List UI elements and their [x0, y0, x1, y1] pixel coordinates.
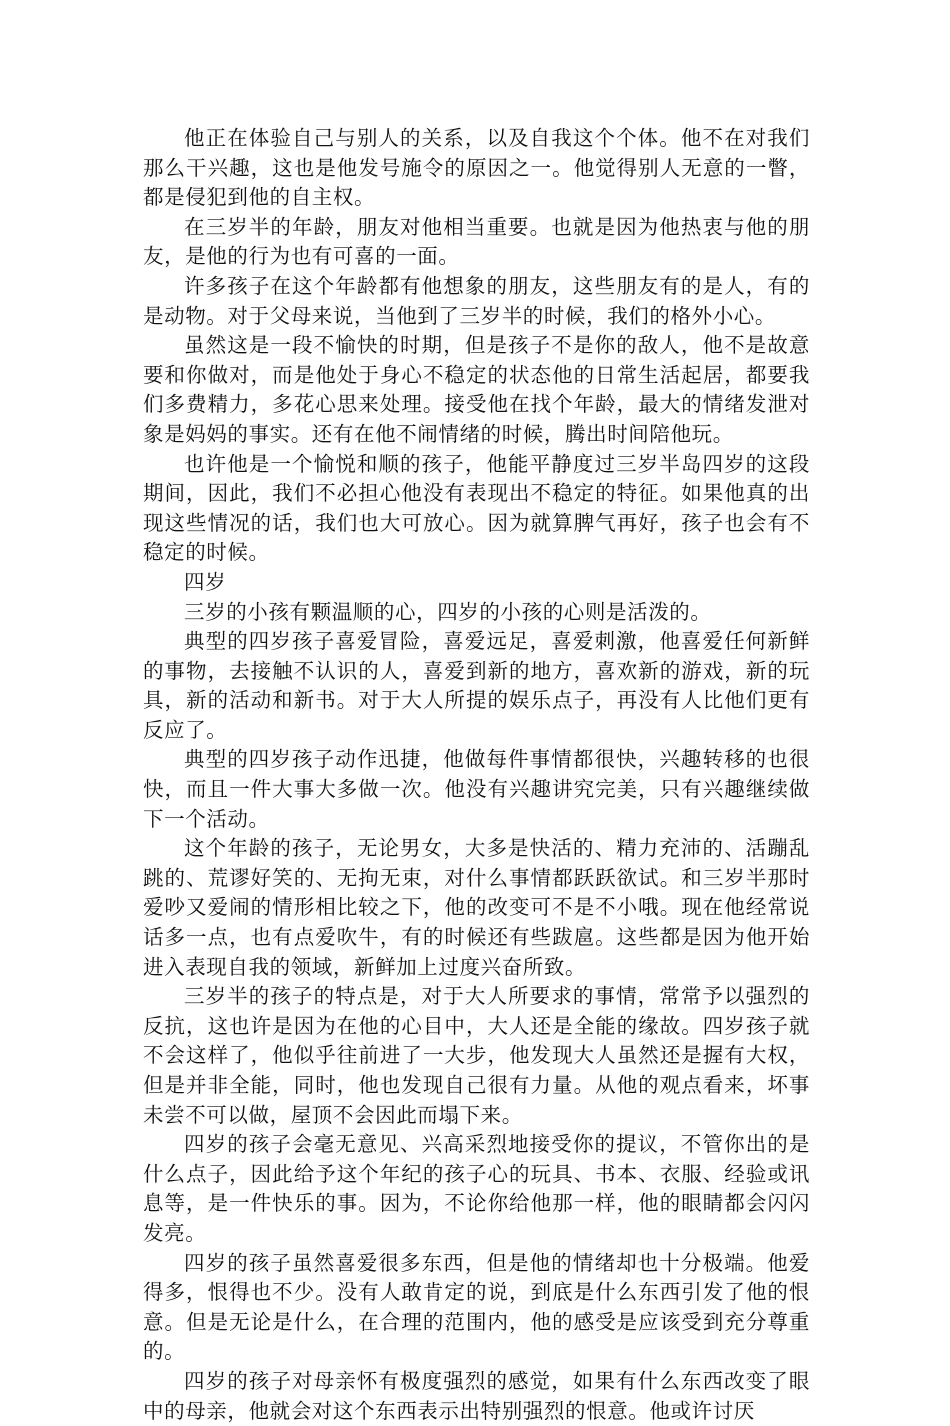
document-body — [143, 124, 810, 1426]
paragraph: 也许他是一个愉悦和顺的孩子，他能平静度过三岁半岛四岁的这段期间，因此，我们不必担心他没有表现出不稳定的特征。如果他真的出现这些情况的话，我们也大可放心。因为就算脾气再好，孩子也会有不稳定的时候。 — [143, 451, 810, 565]
paragraph: 典型的四岁孩子动作迅捷，他做每件事情都很快，兴趣转移的也很快，而且一件大事大多做一次。他没有兴趣讲究完美，只有兴趣继续做下一个活动。 — [143, 747, 810, 831]
paragraph: 虽然这是一段不愉快的时期，但是孩子不是你的敌人，他不是故意要和你做对，而是他处于身心不稳定的状态他的日常生活起居，都要我们多费精力，多花心思来处理。接受他在找个年龄，最大的情绪发泄对象是妈妈的事实。还有在他不闹情绪的时候，腾出时间陪他玩。 — [143, 333, 810, 446]
paragraph: 三岁半的孩子的特点是，对于大人所要求的事情，常常予以强烈的反抗，这也许是因为在他的心目中，大人还是全能的缘故。四岁孩子就不会这样了，他似乎往前进了一大步，他发现大人虽然还是握有大权，但是并非全能，同时，他也发现自己很有力量。从他的观点看来，坏事未尝不可以做，屋顶不会因此而塌下来。 — [143, 984, 810, 1127]
paragraph: 这个年龄的孩子，无论男女，大多是快活的、精力充沛的、活蹦乱跳的、荒谬好笑的、无拘无束，对什么事情都跃跃欲试。和三岁半那时爱吵又爱闹的情形相比较之下，他的改变可不是不小哦。现在他经常说话多一点，也有点爱吹牛，有的时候还有些跋扈。这些都是因为他开始进入表现自我的领域，新鲜加上过度兴奋所致。 — [143, 836, 810, 979]
paragraph: 在三岁半的年龄，朋友对他相当重要。也就是因为他热衷与他的朋友，是他的行为也有可喜的一面。 — [143, 214, 810, 269]
paragraph: 他正在体验自己与别人的关系，以及自我这个个体。他不在对我们那么干兴趣，这也是他发号施令的原因之一。他觉得别人无意的一瞥，都是侵犯到他的自主权。 — [143, 126, 810, 210]
paragraph: 许多孩子在这个年龄都有他想象的朋友，这些朋友有的是人，有的是动物。对于父母来说，当他到了三岁半的时候，我们的格外小心。 — [143, 273, 810, 328]
paragraph: 四岁的孩子会毫无意见、兴高采烈地接受你的提议，不管你出的是什么点子，因此给予这个年纪的孩子心的玩具、书本、衣服、经验或讯息等，是一件快乐的事。因为，不论你给他那一样，他的眼睛都会闪闪发亮。 — [143, 1132, 810, 1245]
paragraph: 四岁的孩子虽然喜爱很多东西，但是他的情绪却也十分极端。他爱得多，恨得也不少。没有人敢肯定的说，到底是什么东西引发了他的恨意。但是无论是什么，在合理的范围内，他的感受是应该受到充分尊重的。 — [143, 1250, 810, 1364]
paragraph: 四岁的孩子对母亲怀有极度强烈的感觉，如果有什么东西改变了眼中的母亲，他就会对这个东西表示出特别强烈的恨意。他或许讨厌 — [143, 1368, 810, 1423]
paragraph: 典型的四岁孩子喜爱冒险，喜爱远足，喜爱刺激，他喜爱任何新鲜的事物，去接触不认识的人，喜爱到新的地方，喜欢新的游戏，新的玩具，新的活动和新书。对于大人所提的娱乐点子，再没有人比他们更有反应了。 — [143, 629, 810, 742]
paragraph: 三岁的小孩有颗温顺的心，四岁的小孩的心则是活泼的。 — [184, 599, 712, 624]
section-heading: 四岁 — [184, 569, 227, 594]
